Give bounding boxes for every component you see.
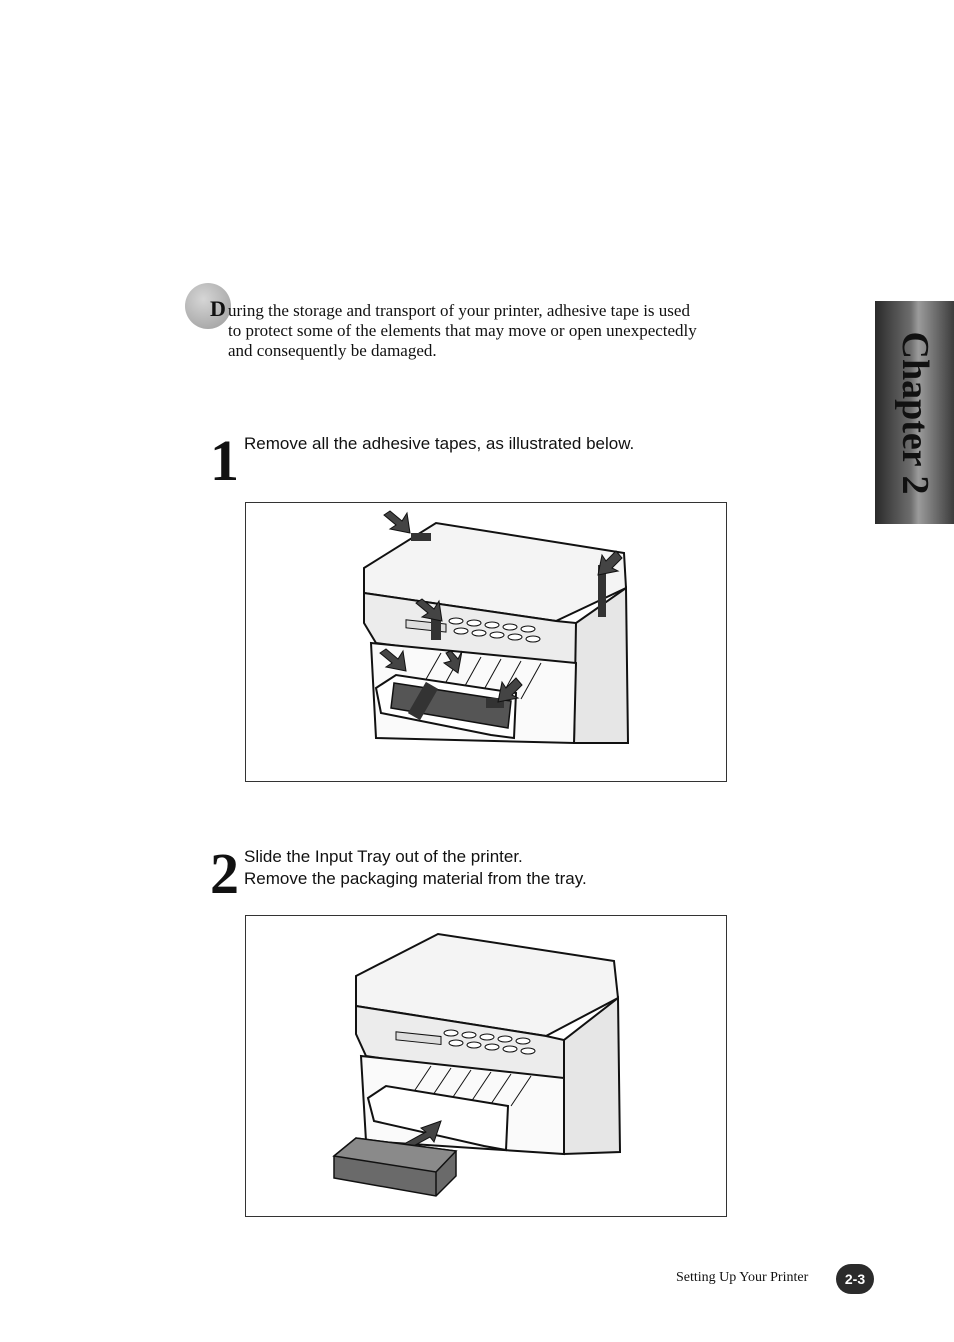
intro-line-2: to protect some of the elements that may move or open unexpectedly xyxy=(228,321,697,340)
figure-remove-tapes xyxy=(245,502,727,782)
step-2-line-2: Remove the packaging material from the tray. xyxy=(244,869,587,888)
step-2-line-1: Slide the Input Tray out of the printer. xyxy=(244,847,523,866)
page-number-badge: 2-3 xyxy=(836,1264,874,1294)
printer-input-tray-illustration xyxy=(246,916,726,1216)
footer-section-title: Setting Up Your Printer xyxy=(676,1270,809,1285)
printer-tapes-illustration xyxy=(246,503,726,781)
figure-remove-packaging xyxy=(245,915,727,1217)
chapter-tab xyxy=(875,301,954,524)
chapter-tab-label: Chapter 2 xyxy=(893,331,936,494)
step-1-number: 1 xyxy=(210,428,239,493)
intro-line-1: uring the storage and transport of your printer, adhesive tape is used xyxy=(228,301,690,320)
intro-line-3: and consequently be damaged. xyxy=(228,341,437,360)
step-1-text: Remove all the adhesive tapes, as illustrated below. xyxy=(244,434,635,453)
step-2-number: 2 xyxy=(210,841,239,906)
dropcap-letter: D xyxy=(210,296,226,321)
